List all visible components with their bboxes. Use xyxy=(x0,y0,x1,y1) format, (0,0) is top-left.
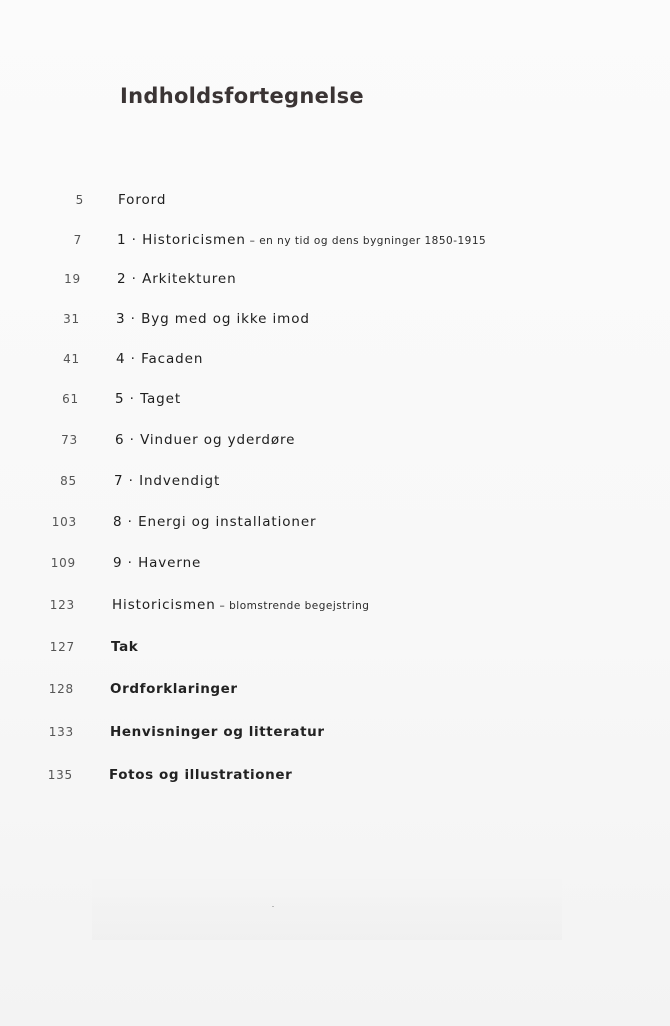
entry-main: 6 · Vinduer og yderdøre xyxy=(115,432,296,448)
toc-entry-chapter-6 xyxy=(0,428,670,452)
toc-entry-henvisninger xyxy=(0,720,670,744)
toc-entry-chapter-9 xyxy=(0,551,670,575)
toc-entry-chapter-2 xyxy=(0,267,670,291)
toc-entry-chapter-1 xyxy=(0,228,670,252)
entry-main: 5 · Taget xyxy=(115,391,182,407)
toc-entry-fotos xyxy=(0,763,670,787)
page-number: 19 xyxy=(64,272,81,286)
toc-entry-chapter-3 xyxy=(0,307,670,331)
entry-title xyxy=(117,267,237,291)
entry-title xyxy=(109,763,292,787)
toc-entry-chapter-7 xyxy=(0,469,670,493)
page-number: 31 xyxy=(63,312,80,326)
toc-entry-historicismen-blomstrende xyxy=(0,593,670,617)
entry-subtitle: – blomstrende begejstring xyxy=(215,600,370,612)
entry-title xyxy=(115,387,181,411)
page-number: 109 xyxy=(50,556,76,570)
entry-subtitle: – en ny tid og dens bygninger 1850-1915 xyxy=(245,235,487,247)
entry-main: Forord xyxy=(118,192,167,208)
page-number: 61 xyxy=(62,392,79,406)
toc-entry-tak xyxy=(0,635,670,659)
entry-main: 3 · Byg med og ikke imod xyxy=(116,311,310,327)
page-number: 127 xyxy=(49,640,75,654)
page-number: 135 xyxy=(47,768,73,782)
entry-main: 7 · Indvendigt xyxy=(114,473,221,489)
entry-title xyxy=(113,510,317,534)
entry-main: 2 · Arkitekturen xyxy=(117,271,237,287)
entry-main: 1 · Historicismen xyxy=(117,232,246,248)
entry-main: Ordforklaringer xyxy=(110,681,238,697)
entry-main: Historicismen xyxy=(112,597,216,613)
page-number: 128 xyxy=(48,682,74,696)
entry-main: Fotos og illustrationer xyxy=(109,767,293,783)
page-number: 41 xyxy=(63,352,80,366)
entry-main: Tak xyxy=(111,639,139,655)
entry-title xyxy=(117,228,486,253)
page-number: 85 xyxy=(60,474,77,488)
entry-title xyxy=(118,188,166,212)
entry-main: 9 · Haverne xyxy=(113,555,202,571)
paper-speck xyxy=(272,906,274,907)
entry-title xyxy=(114,469,220,493)
page-number: 123 xyxy=(49,598,75,612)
toc-entry-ordforklaringer xyxy=(0,677,670,701)
entry-main: 8 · Energi og installationer xyxy=(113,514,317,530)
toc-entry-chapter-4 xyxy=(0,347,670,371)
page-number: 5 xyxy=(75,193,84,207)
page-number: 133 xyxy=(48,725,74,739)
toc-entry-chapter-5 xyxy=(0,387,670,411)
page-number: 73 xyxy=(61,433,78,447)
entry-title xyxy=(115,428,295,452)
entry-title xyxy=(111,635,138,659)
page-number: 103 xyxy=(51,515,77,529)
entry-title xyxy=(110,677,238,701)
toc-entry-forord xyxy=(0,188,670,212)
entry-title xyxy=(112,593,369,618)
entry-title xyxy=(113,551,201,575)
entry-title xyxy=(110,720,325,744)
entry-main: Henvisninger og litteratur xyxy=(110,724,325,740)
toc-entry-chapter-8 xyxy=(0,510,670,534)
entry-main: 4 · Facaden xyxy=(116,351,204,367)
entry-title xyxy=(116,347,203,371)
page-number: 7 xyxy=(73,233,82,247)
entry-title xyxy=(116,307,310,331)
page-title: Indholdsfortegnelse xyxy=(120,84,364,108)
